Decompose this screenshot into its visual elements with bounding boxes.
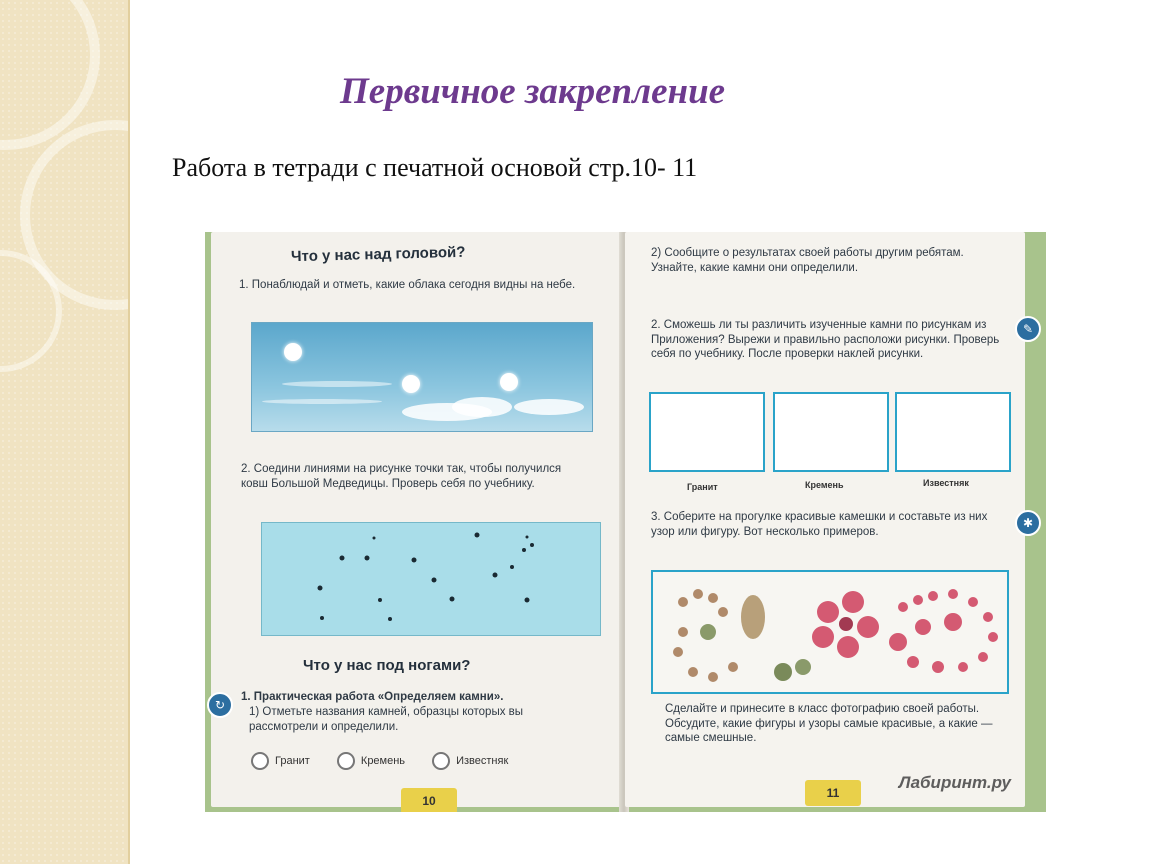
stone-options [251, 752, 532, 770]
radio-circle[interactable] [337, 752, 355, 770]
workbook-right-page [625, 232, 1025, 807]
radio-circle[interactable] [432, 752, 450, 770]
option-label: Гранит [275, 754, 310, 767]
sun-marker [402, 375, 420, 393]
option-flint[interactable] [337, 752, 405, 770]
pebble-art [653, 572, 1007, 692]
star-dots [262, 523, 600, 635]
pebble-patterns [651, 570, 1009, 694]
stone-box [649, 392, 765, 472]
star-field [261, 522, 601, 636]
sun-marker [500, 373, 518, 391]
stone-task-icon: ✱ [1015, 510, 1041, 536]
page-number-left: 10 [401, 788, 457, 812]
practical-work-icon: ↻ [207, 692, 233, 718]
left-task1: 1. Понаблюдай и отметь, какие облака сегодня видны на небе. [239, 279, 576, 291]
right-task2: 2. Сможешь ли ты различить изученные камни по рисункам из Приложения? Вырежи и правильно расположи рисунки. Проверь себя по учебнику. После проверки наклей рисунки. [651, 319, 1000, 360]
slide-title: Первичное закрепление [340, 71, 726, 112]
slide-subtitle: Работа в тетради с печатной основой стр.10- 11 [172, 153, 698, 182]
practical-work-title: 1. Практическая работа «Определяем камни». [241, 691, 504, 703]
cloud [282, 381, 392, 387]
publisher-watermark: Лабиринт.ру [898, 773, 1011, 792]
workbook-photo [205, 232, 1046, 812]
stone-label: Кремень [805, 480, 844, 490]
option-label: Известняк [456, 754, 509, 767]
right-task3: 3. Соберите на прогулке красивые камешки и составьте из них узор или фигуру. Вот несколько примеров. [651, 511, 988, 538]
stone-label: Гранит [687, 482, 718, 492]
left-heading-bottom: Что у нас под ногами? [303, 657, 471, 674]
right-task3-after: Сделайте и принесите в класс фотографию своей работы. Обсудите, какие фигуры и узоры самые красивые, а какие — самые смешные. [665, 703, 993, 744]
cloud [262, 399, 382, 404]
pencil-icon: ✎ [1015, 316, 1041, 342]
left-task2: 2. Соедини линиями на рисунке точки так, чтобы получился ковш Большой Медведицы. Проверь себя по учебнику. [241, 463, 562, 490]
radio-circle[interactable] [251, 752, 269, 770]
cloud [452, 397, 512, 417]
right-task2-sub: 2) Сообщите о результатах своей работы другим ребятам. Узнайте, какие камни они определили. [651, 247, 964, 274]
page-number-right: 11 [805, 780, 861, 806]
practical-work-text: 1) Отметьте названия камней, образцы которых вы рассмотрели и определили. [249, 706, 524, 733]
cloud [514, 399, 584, 415]
option-label: Кремень [360, 754, 406, 767]
sun-marker [284, 343, 302, 361]
stone-box [895, 392, 1011, 472]
stone-box [773, 392, 889, 472]
decorative-side-strip [0, 0, 130, 864]
workbook-left-page [211, 232, 623, 807]
option-granite[interactable] [251, 752, 310, 770]
sky-illustration [251, 322, 593, 432]
left-heading-top: Что у нас над головой? [290, 243, 466, 266]
stone-label: Известняк [923, 478, 969, 488]
option-limestone[interactable] [432, 752, 508, 770]
